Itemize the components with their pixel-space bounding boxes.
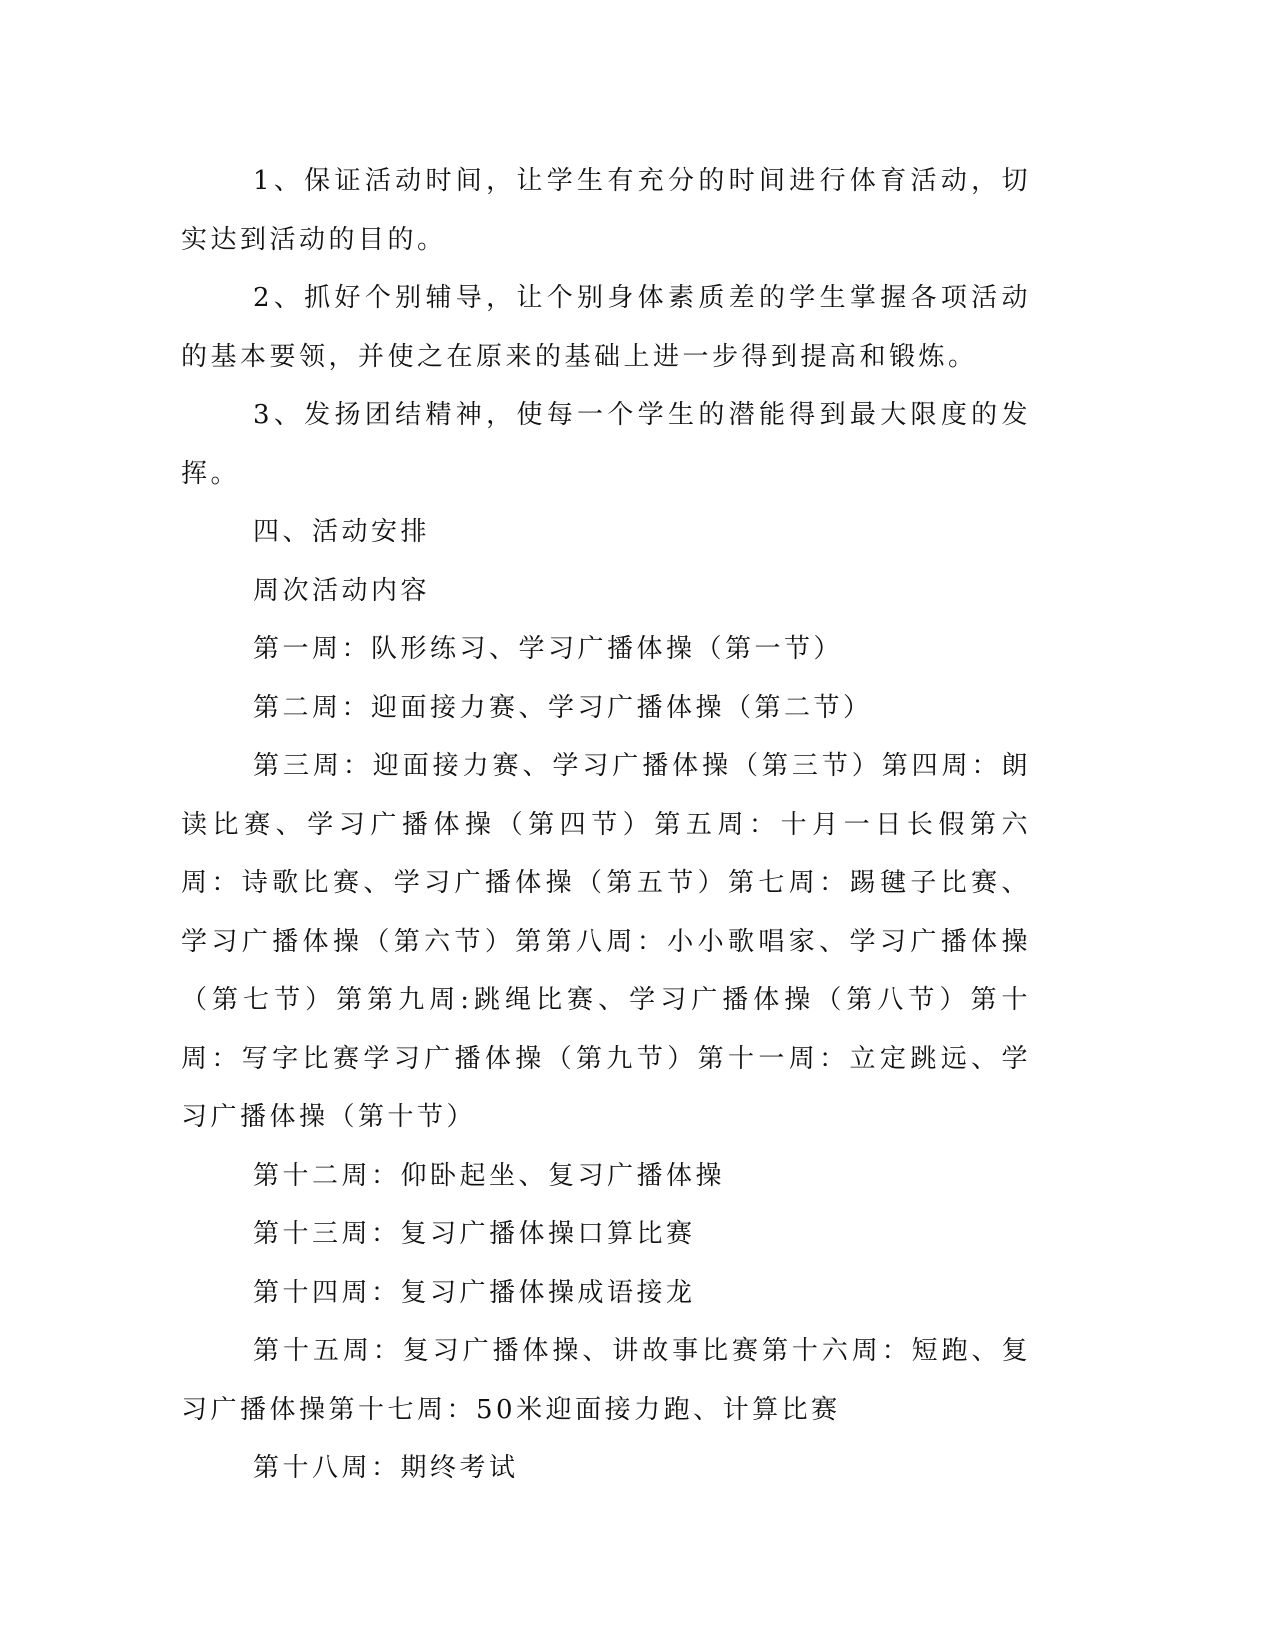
document-page [181, 152, 1031, 1498]
schedule-week-13: 第十三周：复习广播体操口算比赛 [253, 1219, 696, 1249]
schedule-weeks-3-11: 第三周：迎面接力赛、学习广播体操（第三节）第四周：朗读比赛、学习广播体操（第四节）第五周：十月一日长假第六周：诗歌比赛、学习广播体操（第五节）第七周：踢毽子比赛、学习广播体操（第六节）第第八周：小小歌唱家、学习广播体操（第七节）第第九周:跳绳比赛、学习广播体操（第八节）第十周：写字比赛学习广播体操（第九节）第十一周：立定跳远、学习广播体操（第十节） [181, 751, 1031, 1132]
schedule-week-1: 第一周：队形练习、学习广播体操（第一节） [253, 634, 844, 664]
schedule-header: 周次活动内容 [253, 575, 431, 606]
section-heading: 四、活动安排 [253, 517, 431, 547]
schedule-week-2: 第二周：迎面接力赛、学习广播体操（第二节） [253, 692, 873, 723]
paragraph-3: 3、发扬团结精神，使每一个学生的潜能得到最大限度的发挥。 [181, 400, 1031, 489]
paragraph-2: 2、抓好个别辅导，让个别身体素质差的学生掌握各项活动的基本要领，并使之在原来的基础上进一步得到提高和锻炼。 [181, 283, 1031, 372]
paragraph-1: 1、保证活动时间，让学生有充分的时间进行体育活动，切实达到活动的目的。 [181, 166, 1031, 255]
schedule-week-12: 第十二周：仰卧起坐、复习广播体操 [253, 1160, 726, 1191]
schedule-week-14: 第十四周：复习广播体操成语接龙 [253, 1277, 696, 1308]
schedule-weeks-15-17: 第十五周：复习广播体操、讲故事比赛第十六周：短跑、复习广播体操第十七周：50米迎面接力跑、计算比赛 [181, 1336, 1031, 1425]
schedule-week-18: 第十八周：期终考试 [253, 1453, 519, 1483]
